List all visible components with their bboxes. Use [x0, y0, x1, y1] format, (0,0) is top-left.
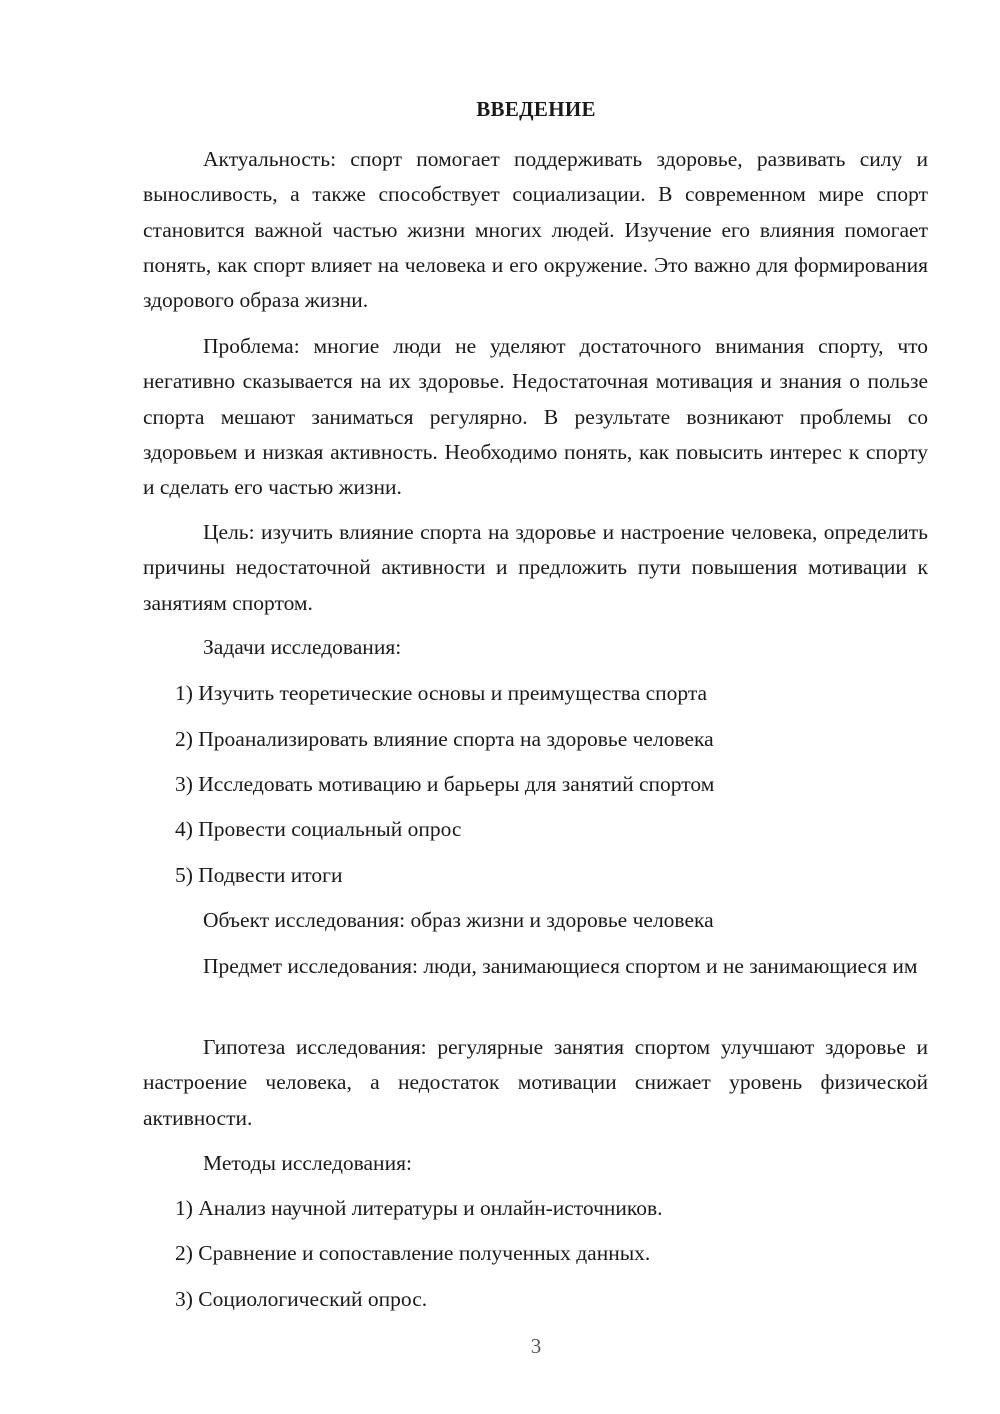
task-item: 2) Проанализировать влияние спорта на здоровье человека [175, 727, 714, 751]
method-item: 3) Социологический опрос. [175, 1287, 428, 1311]
task-item: 5) Подвести итоги [175, 863, 343, 887]
methods-label: Методы исследования: [203, 1151, 412, 1175]
task-item: 3) Исследовать мотивацию и барьеры для занятий спортом [175, 772, 715, 796]
task-item: 4) Провести социальный опрос [175, 817, 462, 841]
method-item: 2) Сравнение и сопоставление полученных данных. [175, 1241, 651, 1265]
method-item: 1) Анализ научной литературы и онлайн-источников. [175, 1196, 663, 1220]
page-number: 3 [530, 1334, 542, 1358]
goal-paragraph: Цель: изучить влияние спорта на здоровье и настроение человека, определить причины недостаточной активности и предложить пути повышения мотивации к занятиям спортом. [143, 520, 928, 615]
section-heading: ВВЕДЕНИЕ [476, 97, 596, 121]
hypothesis-paragraph: Гипотеза исследования: регулярные занятия спортом улучшают здоровье и настроение человека, а недостаток мотивации снижает уровень физической активности. [143, 1035, 928, 1130]
problem-paragraph: Проблема: многие люди не уделяют достаточного внимания спорту, что негативно сказывается на их здоровье. Недостаточная мотивация и знания о пользе спорта мешают заниматься регулярно. В результате возникают проблемы со здоровьем и низкая активность. Необходимо понять, как повысить интерес к спорту и сделать его частью жизни. [143, 334, 928, 500]
object-line: Объект исследования: образ жизни и здоровье человека [203, 908, 714, 932]
subject-paragraph: Предмет исследования: люди, занимающиеся спортом и не занимающиеся им [203, 954, 918, 978]
relevance-paragraph: Актуальность: спорт помогает поддерживать здоровье, развивать силу и выносливость, а также способствует социализации. В современном мире спорт становится важной частью жизни многих людей. Изучение его влияния помогает понять, как спорт влияет на человека и его окружение. Это важно для формирования здорового образа жизни. [143, 147, 928, 313]
task-item: 1) Изучить теоретические основы и преимущества спорта [175, 681, 708, 705]
tasks-label: Задачи исследования: [203, 635, 402, 659]
